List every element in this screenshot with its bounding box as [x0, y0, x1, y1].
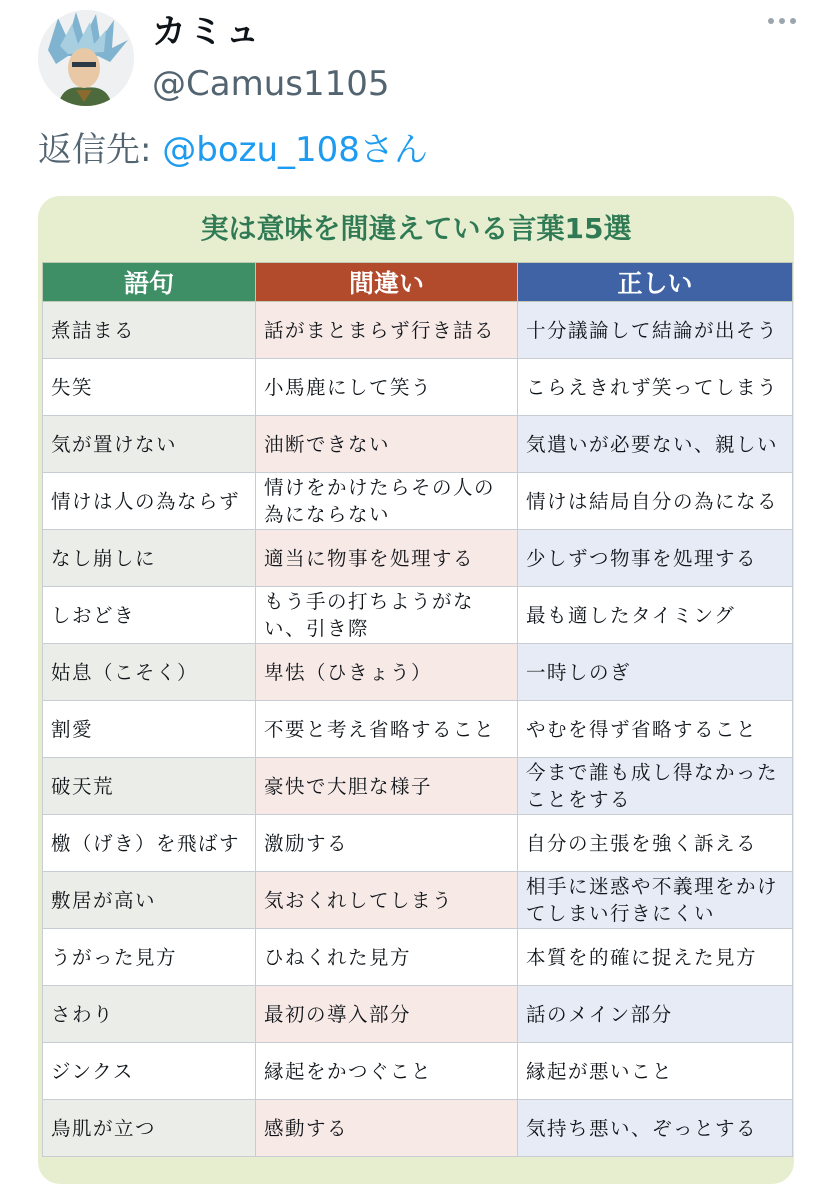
cell-right: 少しずつ物事を処理する	[518, 530, 793, 587]
cell-wrong: 適当に物事を処理する	[256, 530, 518, 587]
cell-wrong: 縁起をかつぐこと	[256, 1043, 518, 1100]
cell-term: うがった見方	[43, 929, 256, 986]
cell-right: 話のメイン部分	[518, 986, 793, 1043]
cell-right: 縁起が悪いこと	[518, 1043, 793, 1100]
cell-wrong: 最初の導入部分	[256, 986, 518, 1043]
reply-context	[38, 124, 428, 176]
cell-wrong: 気おくれしてしまう	[256, 872, 518, 929]
cell-right: 気遣いが必要ない、親しい	[518, 416, 793, 473]
cell-term: 割愛	[43, 701, 256, 758]
cell-right: 十分議論して結論が出そう	[518, 302, 793, 359]
table-row	[43, 929, 793, 986]
cell-term: 敷居が高い	[43, 872, 256, 929]
table-row	[43, 587, 793, 644]
words-table	[42, 262, 793, 1157]
cell-right: 気持ち悪い、ぞっとする	[518, 1100, 793, 1157]
cell-right: 情けは結局自分の為になる	[518, 473, 793, 530]
header-term: 語句	[43, 263, 256, 302]
cell-term: 情けは人の為ならず	[43, 473, 256, 530]
user-handle[interactable]: @Camus1105	[152, 64, 390, 104]
reply-to-link[interactable]: @bozu_108さん	[162, 130, 428, 170]
cell-term: なし崩しに	[43, 530, 256, 587]
cell-wrong: 情けをかけたらその人の為にならない	[256, 473, 518, 530]
table-row	[43, 872, 793, 929]
attached-image[interactable]	[38, 196, 794, 1184]
header-right: 正しい	[518, 263, 793, 302]
table-row	[43, 815, 793, 872]
table-row	[43, 416, 793, 473]
cell-right: 相手に迷惑や不義理をかけてしまい行きにくい	[518, 872, 793, 929]
cell-wrong: 卑怯（ひきょう）	[256, 644, 518, 701]
table-row	[43, 1043, 793, 1100]
cell-wrong: もう手の打ちようがない、引き際	[256, 587, 518, 644]
table-row	[43, 359, 793, 416]
table-row	[43, 644, 793, 701]
cell-right: こらえきれず笑ってしまう	[518, 359, 793, 416]
table-header-row	[43, 263, 793, 302]
cell-right: 今まで誰も成し得なかったことをする	[518, 758, 793, 815]
table-row	[43, 473, 793, 530]
cell-wrong: 感動する	[256, 1100, 518, 1157]
cell-term: 煮詰まる	[43, 302, 256, 359]
table-row	[43, 1100, 793, 1157]
cell-term: 檄（げき）を飛ばす	[43, 815, 256, 872]
cell-wrong: 激励する	[256, 815, 518, 872]
avatar[interactable]	[38, 10, 134, 106]
table-row	[43, 530, 793, 587]
reply-prefix: 返信先:	[38, 130, 163, 170]
display-name[interactable]: カミュ	[152, 12, 263, 52]
cell-term: 気が置けない	[43, 416, 256, 473]
cell-right: 一時しのぎ	[518, 644, 793, 701]
more-options-icon[interactable]	[768, 18, 796, 24]
cell-term: 鳥肌が立つ	[43, 1100, 256, 1157]
table-row	[43, 302, 793, 359]
cell-right: 自分の主張を強く訴える	[518, 815, 793, 872]
image-title: 実は意味を間違えている言葉15選	[200, 212, 632, 245]
cell-wrong: 油断できない	[256, 416, 518, 473]
cell-right: 本質を的確に捉えた見方	[518, 929, 793, 986]
cell-wrong: 不要と考え省略すること	[256, 701, 518, 758]
cell-wrong: 豪快で大胆な様子	[256, 758, 518, 815]
cell-term: 姑息（こそく）	[43, 644, 256, 701]
table-row	[43, 758, 793, 815]
cell-term: しおどき	[43, 587, 256, 644]
table-row	[43, 701, 793, 758]
cell-wrong: 話がまとまらず行き詰る	[256, 302, 518, 359]
cell-term: さわり	[43, 986, 256, 1043]
cell-term: 失笑	[43, 359, 256, 416]
cell-wrong: 小馬鹿にして笑う	[256, 359, 518, 416]
cell-wrong: ひねくれた見方	[256, 929, 518, 986]
table-row	[43, 986, 793, 1043]
cell-right: 最も適したタイミング	[518, 587, 793, 644]
cell-term: ジンクス	[43, 1043, 256, 1100]
cell-right: やむを得ず省略すること	[518, 701, 793, 758]
header-wrong: 間違い	[256, 263, 518, 302]
cell-term: 破天荒	[43, 758, 256, 815]
